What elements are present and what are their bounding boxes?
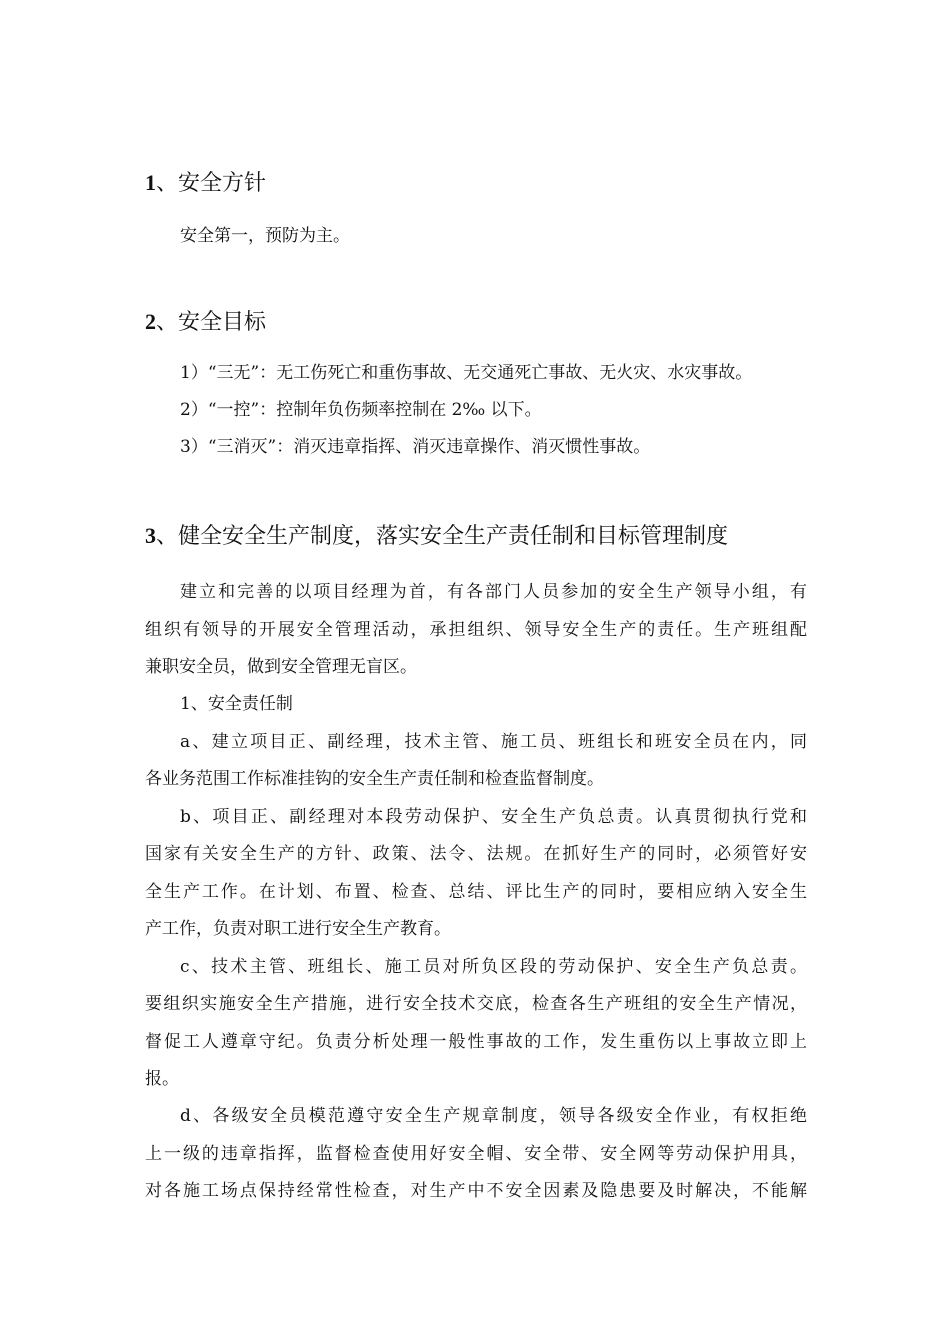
- para-c-line: 要组织实施安全生产措施，进行安全技术交底，检查各生产班组的安全生产情况，: [145, 994, 807, 1014]
- para-a-line: a、建立项目正、副经理，技术主管、施工员、班组长和班安全员在内，同: [180, 732, 807, 752]
- para-b-line: 国家有关安全生产的方针、政策、法令、法规。在抓好生产的同时，必须管好安: [145, 844, 807, 864]
- para-a-line: 各业务范围工作标准挂钩的安全生产责任制和检查监督制度。: [145, 769, 604, 789]
- sub-heading: 1、安全责任制: [180, 694, 293, 714]
- section-2-heading: 2、安全目标: [145, 309, 267, 335]
- goal-item: 1）“三无”：无工伤死亡和重伤事故、无交通死亡事故、无火灾、水灾事故。: [180, 363, 753, 383]
- para-b-line: b、项目正、副经理对本段劳动保护、安全生产负总责。认真贯彻执行党和: [180, 807, 807, 827]
- para-c-line: 报。: [145, 1069, 179, 1089]
- goal-item: 2）“一控”：控制年负伤频率控制在 2‰ 以下。: [180, 400, 542, 420]
- goal-item: 3）“三消灭”：消灭违章指挥、消灭违章操作、消灭惯性事故。: [180, 437, 651, 457]
- intro-line: 兼职安全员，做到安全管理无盲区。: [145, 657, 417, 677]
- intro-line: 组织有领导的开展安全管理活动，承担组织、领导安全生产的责任。生产班组配: [145, 620, 807, 640]
- section-1-body: 安全第一，预防为主。: [180, 226, 350, 246]
- section-1-heading: 1、安全方针: [145, 170, 267, 196]
- para-b-line: 产工作，负责对职工进行安全生产教育。: [145, 919, 451, 939]
- para-d-line: 对各施工场点保持经常性检查，对生产中不安全因素及隐患要及时解决，不能解: [145, 1181, 807, 1201]
- para-d-line: d、各级安全员模范遵守安全生产规章制度，领导各级安全作业，有权拒绝: [180, 1106, 807, 1126]
- section-3-heading: 3、健全安全生产制度，落实安全生产责任制和目标管理制度: [145, 523, 729, 549]
- para-c-line: 督促工人遵章守纪。负责分析处理一般性事故的工作，发生重伤以上事故立即上: [145, 1032, 807, 1052]
- para-c-line: c、技术主管、班组长、施工员对所负区段的劳动保护、安全生产负总责。: [180, 957, 807, 977]
- para-d-line: 上一级的违章指挥，监督检查使用好安全帽、安全带、安全网等劳动保护用具，: [145, 1144, 807, 1164]
- intro-line: 建立和完善的以项目经理为首，有各部门人员参加的安全生产领导小组，有: [180, 582, 807, 602]
- para-b-line: 全生产工作。在计划、布置、检查、总结、评比生产的同时，要相应纳入安全生: [145, 882, 807, 902]
